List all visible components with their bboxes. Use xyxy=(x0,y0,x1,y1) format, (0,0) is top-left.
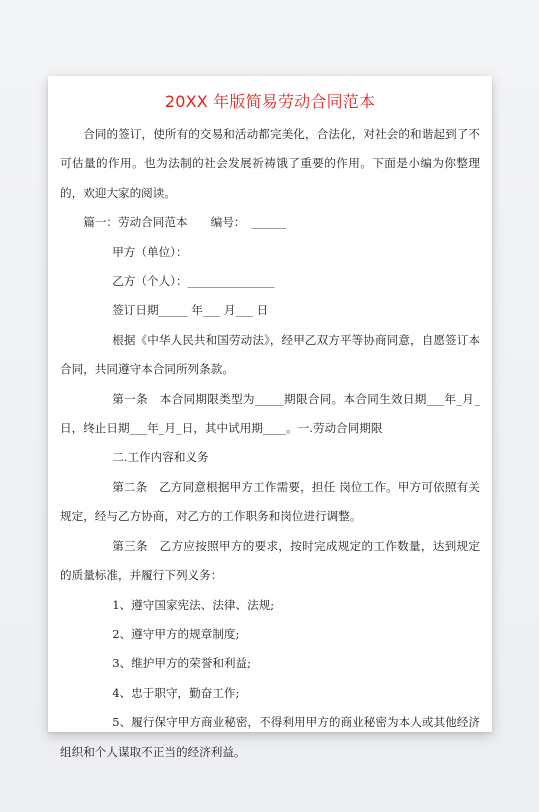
signing-date-line: 签订日期_____ 年___ 月___ 日 xyxy=(112,303,269,318)
article-three-paragraph: 第三条 乙方应按照甲方的要求，按时完成规定的工作数量，达到规定的质量标准，并履行下列义务： xyxy=(60,538,480,583)
party-a-line: 甲方（单位）： xyxy=(112,244,188,259)
legal-basis-paragraph: 根据《中华人民共和国劳动法》，经甲乙双方平等协商同意，自愿签订本合同，共同遵守本合同所列条款。 xyxy=(60,332,480,377)
document-page xyxy=(48,76,492,759)
intro-paragraph: 合同的签订，使所有的交易和活动都完美化，合法化，对社会的和谐起到了不可估量的作用。也为法制的社会发展祈祷饿了重要的作用。下面是小编为你整理的，欢迎大家的阅读。 xyxy=(60,127,480,200)
article-two-paragraph: 第二条 乙方同意根据甲方工作需要，担任 岗位工作。甲方可依照有关规定，经与乙方协商，对乙方的工作职务和岗位进行调整。 xyxy=(60,479,480,524)
article-one-paragraph: 第一条 本合同期限类型为_____期限合同。本合同生效日期___年_月_日，终止日期___年_月_日，其中试用期____。一.劳动合同期限 xyxy=(60,391,480,436)
document-title: 20XX 年版简易劳动合同范本 xyxy=(164,92,376,111)
list-item: 5、履行保守甲方商业秘密，不得利用甲方的商业秘密为本人或其他经济组织和个人谋取不正当的经济利益。 xyxy=(60,715,480,759)
section-header-contract-number: 篇一：劳动合同范本 编号： ______ xyxy=(83,215,287,230)
list-item: 3、维护甲方的荣誉和利益; xyxy=(112,656,252,671)
list-item: 2、遵守甲方的规章制度; xyxy=(112,626,240,641)
section-work-content-heading: 二.工作内容和义务 xyxy=(112,450,209,465)
party-b-line: 乙方（个人）：_______________ xyxy=(112,274,275,289)
list-item: 1、遵守国家宪法、法律、法规; xyxy=(112,597,275,612)
list-item: 4、忠于职守，勤奋工作; xyxy=(112,685,240,700)
